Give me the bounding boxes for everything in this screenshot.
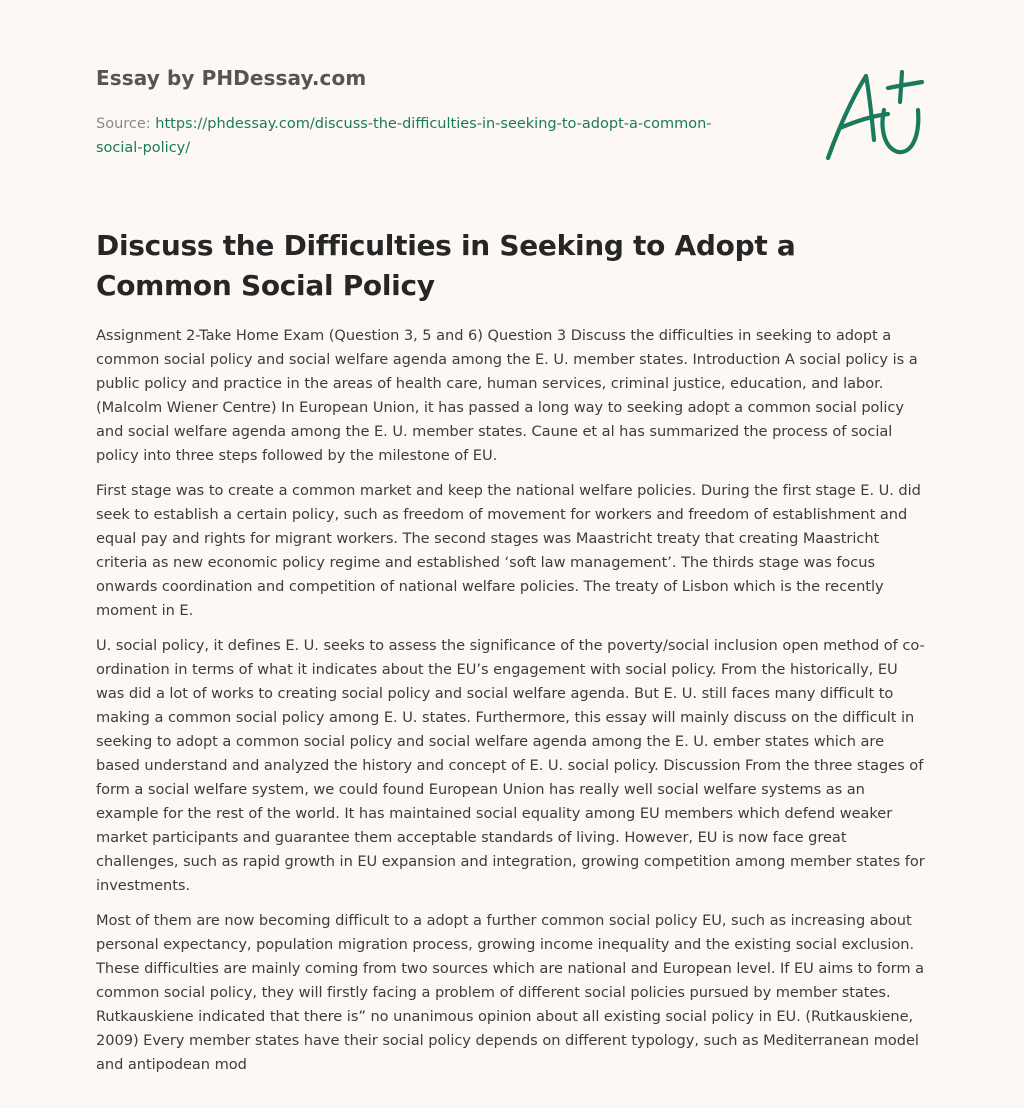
essay-paragraph: Most of them are now becoming difficult to a adopt a further common social policy EU, such as increasing about personal expectancy, population migration process, growing income inequality and the existing social exclusion. These difficulties are mainly coming from two sources which are national and European level. If EU aims to form a common social policy, they will firstly facing a problem of different social policies pursued by member states. Rutkauskiene indicated that there is” no unanimous opinion about all existing social policy in EU. (Rutkauskiene, 2009) Every member states have their social policy depends on different typology, such as Mediterranean model and antipodean mod — [96, 912, 925, 1073]
source-line — [96, 112, 756, 160]
source-label: Source: — [96, 116, 151, 132]
essay-paragraph: First stage was to create a common market and keep the national welfare policies. During the first stage E. U. did seek to establish a certain policy, such as freedom of movement for workers and freedom of establishment and equal pay and rights for migrant workers. The second stages was Maastricht treaty that creating Maastricht criteria as new economic policy regime and established ‘soft law management’. The thirds stage was focus onwards coordination and competition of national welfare policies. The treaty of Lisbon which is the recently moment in E. — [96, 482, 921, 619]
site-title: Essay by PHDessay.com — [96, 66, 367, 90]
source-link[interactable] — [96, 116, 712, 156]
source-link-line-2: social-policy/ — [96, 140, 191, 156]
essay-body — [96, 324, 928, 1088]
essay-title: Discuss the Difficulties in Seeking to Adopt a Common Social Policy — [96, 229, 796, 302]
essay-paragraph: U. social policy, it defines E. U. seeks to assess the significance of the poverty/social inclusion open method of co-ordination in terms of what it indicates about the EU’s engagement with social policy. From the historically, EU was did a lot of works to creating social policy and social welfare agenda. But E. U. still faces many difficult to making a common social policy among E. U. states. Furthermore, this essay will mainly discuss on the difficult in seeking to adopt a common social policy and social welfare agenda among the E. U. ember states which are based understand and analyzed the history and concept of E. U. social policy. Discussion From the three stages of form a social welfare system, we could found European Union has really well social welfare systems as an example for the rest of the world. It has maintained social equality among EU members which defend weaker market participants and guarantee them acceptable standards of living. However, EU is now face great challenges, such as rapid growth in EU expansion and integration, growing competition among member states for investments. — [96, 637, 925, 894]
essay-paragraph: Assignment 2-Take Home Exam (Question 3, 5 and 6) Question 3 Discuss the difficulties in seeking to adopt a common social policy and social welfare agenda among the E. U. member states. Introduction A social policy is a public policy and practice in the areas of health care, human services, criminal justice, education, and labor. (Malcolm Wiener Centre) In European Union, it has passed a long way to seeking adopt a common social policy and social welfare agenda among the E. U. member states. Caune et al has summarized the process of social policy into three steps followed by the milestone of EU. — [96, 327, 918, 464]
source-link-line-1: https://phdessay.com/discuss-the-difficulties-in-seeking-to-adopt-a-common- — [155, 116, 712, 132]
a-plus-logo-icon — [822, 68, 926, 164]
